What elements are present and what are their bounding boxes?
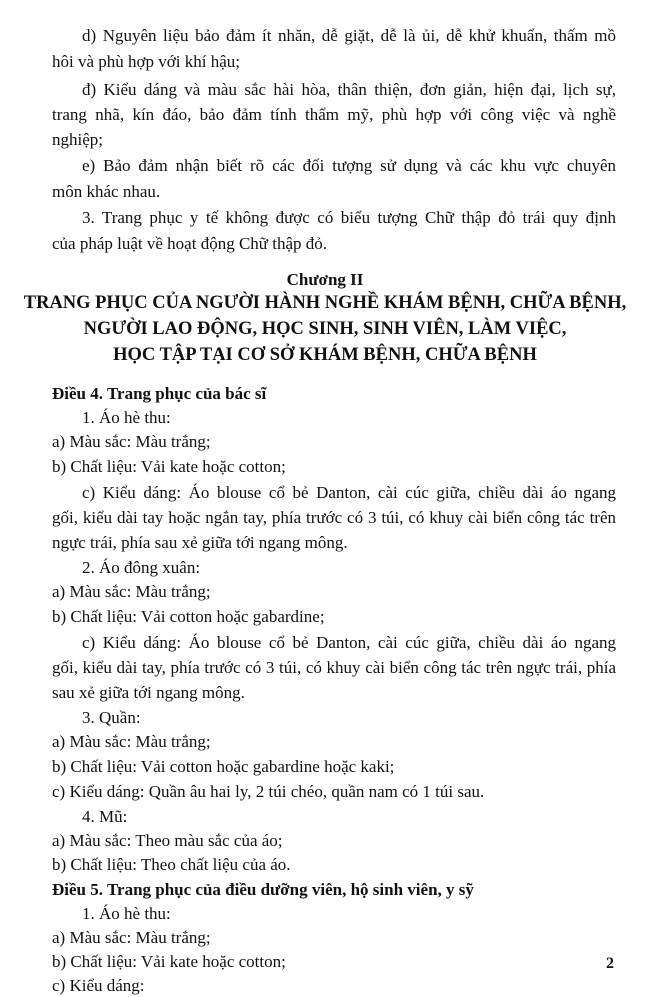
text-line: c) Kiểu dáng: Áo blouse cổ bẻ Danton, cài cúc giữa, chiều dài áo ngang <box>82 483 616 502</box>
chapter-number: Chương II <box>286 270 364 289</box>
text-line: của pháp luật về hoạt động Chữ thập đỏ. <box>52 234 328 253</box>
chapter-title-line: NGƯỜI LAO ĐỘNG, HỌC SINH, SINH VIÊN, LÀM VIỆC, <box>83 319 567 339</box>
text-line: trang nhã, kín đáo, bảo đảm tính thẩm mỹ, phù hợp với công việc và nghề <box>52 105 616 124</box>
text-line: ngực trái, phía sau xẻ giữa tới ngang mông. <box>52 533 348 552</box>
text-line: c) Kiểu dáng: Quần âu hai ly, 2 túi chéo, quần nam có 1 túi sau. <box>52 782 485 801</box>
text-line: b) Chất liệu: Vải kate hoặc cotton; <box>52 952 286 971</box>
text-line: hôi và phù hợp với khí hậu; <box>52 52 240 71</box>
text-line: e) Bảo đảm nhận biết rõ các đối tượng sử dụng và các khu vực chuyên <box>82 156 616 175</box>
text-line: d) Nguyên liệu bảo đảm ít nhăn, dễ giặt, dễ là ủi, dễ khử khuẩn, thấm mồ <box>82 26 616 45</box>
text-line: a) Màu sắc: Màu trắng; <box>52 432 211 451</box>
text-line: môn khác nhau. <box>52 182 161 201</box>
article-heading: Điều 5. Trang phục của điều dưỡng viên, hộ sinh viên, y sỹ <box>52 880 474 899</box>
text-line: sau xẻ giữa tới ngang mông. <box>52 683 245 702</box>
text-line: a) Màu sắc: Theo màu sắc của áo; <box>52 831 283 850</box>
text-line: a) Màu sắc: Màu trắng; <box>52 928 211 947</box>
text-line: 3. Trang phục y tế không được có biểu tượng Chữ thập đỏ trái quy định <box>82 208 616 227</box>
text-line: b) Chất liệu: Theo chất liệu của áo. <box>52 855 291 874</box>
text-line: 1. Áo hè thu: <box>82 904 171 923</box>
chapter-title-line: TRANG PHỤC CỦA NGƯỜI HÀNH NGHỀ KHÁM BỆNH, CHỮA BỆNH, <box>23 293 627 313</box>
text-line: gối, kiểu dài tay hoặc ngắn tay, phía trước có 3 túi, có khuy cài biển công tác trên <box>52 508 616 527</box>
text-line: c) Kiểu dáng: Áo blouse cổ bẻ Danton, cài cúc giữa, chiều dài áo ngang <box>82 633 616 652</box>
chapter-title-line: HỌC TẬP TẠI CƠ SỞ KHÁM BỆNH, CHỮA BỆNH <box>113 345 537 365</box>
text-line: đ) Kiểu dáng và màu sắc hài hòa, thân thiện, đơn giản, hiện đại, lịch sự, <box>82 80 616 99</box>
text-line: nghiệp; <box>52 130 103 149</box>
text-line: 1. Áo hè thu: <box>82 408 171 427</box>
text-line: b) Chất liệu: Vải kate hoặc cotton; <box>52 457 286 476</box>
text-line: 3. Quần: <box>82 708 141 727</box>
text-line: gối, kiểu dài tay, phía trước có 3 túi, có khuy cài biển công tác trên ngực trái, phía <box>52 658 616 677</box>
article-heading: Điều 4. Trang phục của bác sĩ <box>52 384 267 403</box>
text-line: a) Màu sắc: Màu trắng; <box>52 732 211 751</box>
text-line: a) Màu sắc: Màu trắng; <box>52 582 211 601</box>
page-number: 2 <box>606 955 614 972</box>
text-line: 4. Mũ: <box>82 807 128 826</box>
text-line: b) Chất liệu: Vải cotton hoặc gabardine; <box>52 607 325 626</box>
text-line: b) Chất liệu: Vải cotton hoặc gabardine hoặc kaki; <box>52 757 395 776</box>
text-line: 2. Áo đông xuân: <box>82 558 201 577</box>
text-line: c) Kiểu dáng: <box>52 976 145 995</box>
